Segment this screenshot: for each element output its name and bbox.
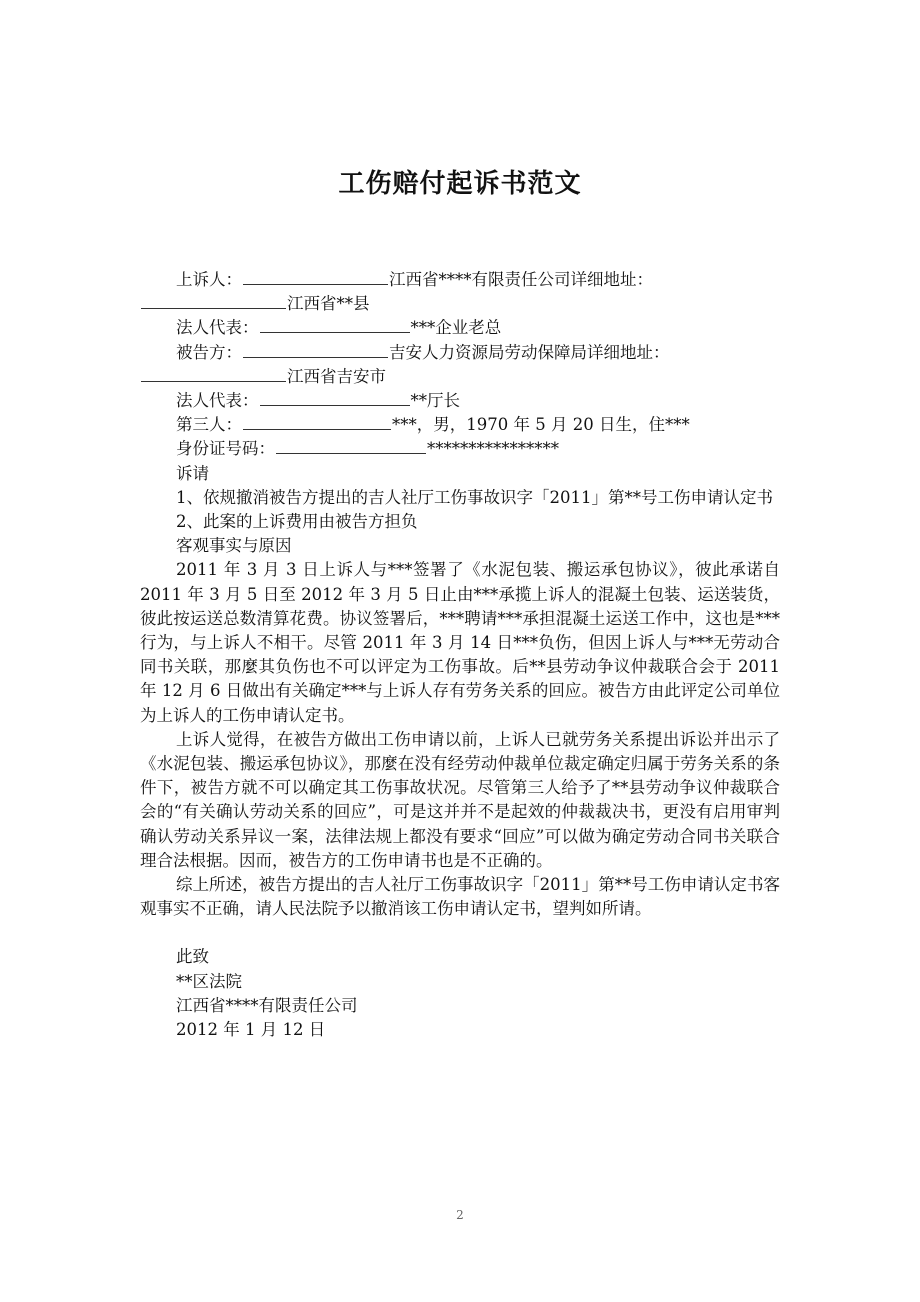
- closing-date: 2012 年 1 月 12 日: [176, 1020, 326, 1040]
- blank-field: [260, 389, 410, 406]
- defendant-value: 吉安人力资源局劳动保障局详细地址：: [389, 342, 670, 362]
- blank-field: [243, 268, 388, 285]
- blank-field: [243, 413, 391, 430]
- defendant-address: 江西省吉安市: [287, 366, 386, 386]
- third-party-label: 第三人：: [176, 415, 242, 435]
- third-party-value: ***，男，1970 年 5 月 20 日生，住***: [392, 415, 690, 435]
- appellant-value: 江西省****有限责任公司详细地址：: [389, 270, 653, 289]
- id-value: ****************: [427, 439, 559, 459]
- defendant-line: [140, 341, 780, 365]
- appellant-address-line: [140, 292, 780, 316]
- id-label: 身份证号码：: [176, 439, 275, 459]
- appellant-label: 上诉人：: [176, 270, 242, 289]
- document-title: 工伤赔付起诉书范文: [338, 169, 582, 199]
- defendant-label: 被告方：: [176, 342, 242, 362]
- legal-rep2-line: [140, 389, 780, 413]
- legal-rep1-label: 法人代表：: [176, 318, 259, 338]
- claim-item-1: 1、依规撤消被告方提出的吉人社厅工伤事故识字「2011」第**号工伤申请认定书: [176, 487, 773, 507]
- legal-rep1-line: [140, 316, 780, 340]
- legal-rep2-label: 法人代表：: [176, 391, 259, 411]
- facts-paragraph-2: 上诉人觉得，在被告方做出工伤申请以前，上诉人已就劳务关系提出诉讼并出示了《水泥包装、搬运承包协议》，那麼在没有经劳动仲裁单位裁定确定归属于劳务关系的条件下，被告方就不可以确定其工伤事故状况。尽管第三人给予了**县劳动争议仲裁联合会的“有关确认劳动关系的回应”，可是这并并不是起效的仲裁裁决书，更没有启用审判确认劳动关系异议一案，法律法规上都没有要求“回应”可以做为确定劳动合同书关联合理合法根据。因而，被告方的工伤申请书也是不正确的。: [140, 729, 780, 870]
- blank-field: [243, 341, 388, 358]
- claim-item-2: 2、此案的上诉费用由被告方担负: [176, 512, 418, 532]
- spacer: [140, 921, 780, 945]
- id-number-line: [140, 437, 780, 461]
- legal-rep1-value: ***企业老总: [410, 318, 502, 338]
- closing-company: 江西省****有限责任公司: [176, 995, 358, 1015]
- blank-field: [260, 316, 410, 333]
- page-number: 2: [456, 1208, 464, 1222]
- defendant-address-line: [140, 365, 780, 389]
- facts-paragraph-3: 综上所述，被告方提出的吉人社厅工伤事故识字「2011」第**号工伤申请认定书客观事实不正确，请人民法院予以撤消该工伤申请认定书，望判如所请。: [140, 875, 780, 919]
- blank-field: [141, 292, 286, 309]
- document-body: [140, 268, 780, 1042]
- closing-salutation: 此致: [176, 947, 209, 967]
- facts-paragraph-1: 2011 年 3 月 3 日上诉人与***签署了《水泥包装、搬运承包协议》，彼此承诺自 2011 年 3 月 5 日至 2012 年 3 月 5 日止由***承揽上诉人的混凝土包装、运送装货，彼此按运送总数清算花费。协议签署后，***聘请***承担混凝土运送工作中，这也是***行为，与上诉人不相干。尽管 2011 年 3 月 14 日***负伤，但因上诉人与***无劳动合同书关联，那麼其负伤也不可以评定为工伤事故。后**县劳动争议仲裁联合会于 2011 年 12 月 6 日做出有关确定***与上诉人存有劳务关系的回应。被告方由此评定公司单位为上诉人的工伤申请认定书。: [140, 560, 780, 725]
- appellant-address: 江西省**县: [287, 294, 370, 314]
- facts-heading: 客观事实与原因: [176, 536, 292, 556]
- blank-field: [141, 365, 286, 382]
- third-party-line: [140, 413, 780, 437]
- claims-heading: 诉请: [176, 463, 209, 483]
- blank-field: [276, 437, 426, 454]
- legal-rep2-value: **厅长: [410, 391, 460, 411]
- appellant-line: [140, 268, 780, 292]
- closing-court: **区法院: [176, 971, 242, 991]
